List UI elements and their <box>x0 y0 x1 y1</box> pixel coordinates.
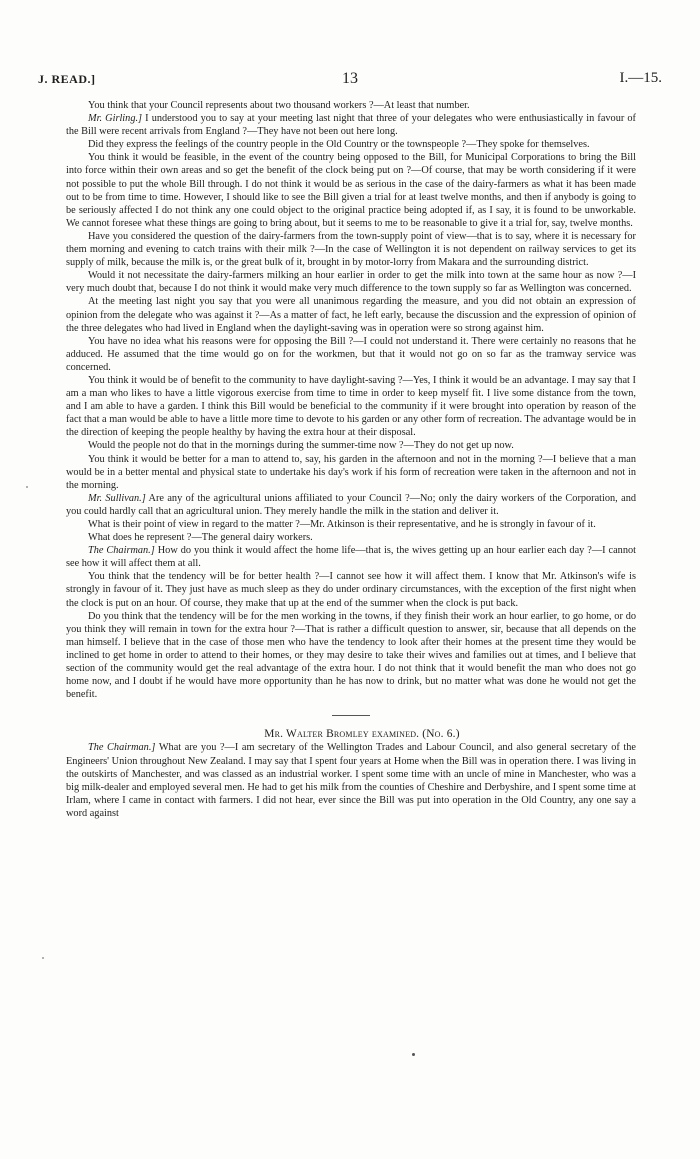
paragraph <box>66 99 636 112</box>
paragraph-text: Do you think that the tendency will be for the men working in the towns, if they finish their work an hour earlier, to go home, or do you think they will remain in town for the extra hour ?—That is rather a difficult question to answer, sir, because that all depends on the man himself. I believe that in the case of those men who have the tendency to look after their homes at the present time they would be inclined to get home in order to attend to their homes, or they may desire to take their wives and families out at times, and I believe that section of the community would get the real advantage of the extra hour. I do not think that it would benefit the man who does not go home now, and I doubt if he would have more opportunity than he has now to drink, but no matter what was done he would not get the benefit. <box>66 610 636 701</box>
speaker-name: Mr. Sullivan.] <box>88 492 146 504</box>
paragraph <box>66 151 636 230</box>
page-mark <box>412 1053 415 1056</box>
page-header <box>38 70 662 90</box>
section-paragraphs <box>66 741 636 820</box>
paragraph <box>66 518 636 531</box>
paragraph <box>66 610 636 702</box>
paragraph <box>66 138 636 151</box>
paragraph-text: Would the people not do that in the mornings during the summer-time now ?—They do not get up now. <box>88 440 514 452</box>
margin-mark <box>42 957 44 959</box>
document-body <box>66 99 636 820</box>
margin-mark <box>26 486 28 488</box>
paragraph-text: You think that the tendency will be for better health ?—I cannot see how it will affect them. I know that Mr. Atkinson's wife is strongly in favour of it. They just have as much sleep as they do under ordinary circumstances, with the exception of the first night when the clock is put on an hour. Of course, they make that up at the end of the summer when the clock is put back. <box>66 571 636 609</box>
paragraph <box>66 531 636 544</box>
paragraph-text: You have no idea what his reasons were for opposing the Bill ?—I could not understand it. There were certainly no reasons that he adduced. He assumed that the time would go on for the workmen, but that it would not go on so far as the tramway service was concerned. <box>66 335 636 373</box>
evidence-paragraphs <box>66 99 636 701</box>
paragraph-text: Did they express the feelings of the country people in the Old Country or the townspeople ?—They spoke for themselves. <box>88 139 590 151</box>
paragraph <box>66 741 636 820</box>
paragraph-text: You think it would be of benefit to the community to have daylight-saving ?—Yes, I think it would be an advantage. I may say that I am a man who likes to have a little vigorous exercise from time to time in order to keep myself fit. I live some distance from the town, and I am able to have a garden. I think this Bill would be beneficial to the community if it were brought into operation by reason of the fact that a man would be able to have a little more time to devote to his garden or any other form of recreation. The advantage would be in the direction of keeping the people healthy by having the extra hour at their disposal. <box>66 374 636 439</box>
paragraph-text: You think it would be better for a man to attend to, say, his garden in the afternoon and not in the morning ?—I believe that a man would be in a better mental and physical state to undertake his day's work if his form of recreation were taken in the afternoon and not in the morning. <box>66 453 636 491</box>
paragraph-text: What is their point of view in regard to the matter ?—Mr. Atkinson is their representative, and he is strongly in favour of it. <box>88 519 596 530</box>
speaker-name: Mr. Girling.] <box>88 113 143 125</box>
paragraph-text: Are any of the agricultural unions affiliated to your Council ?—No; only the dairy workers of the Corporation, and you could hardly call that an agricultural union. They merely handle the milk in the station and deliver it. <box>66 492 636 517</box>
paragraph-text: What does he represent ?—The general dairy workers. <box>88 532 313 544</box>
paragraph <box>66 570 636 609</box>
paragraph-text: I understood you to say at your meeting last night that three of your delegates who were enthusiastically in favour of the Bill were recent arrivals from England ?—They have not been out here long. <box>66 113 636 138</box>
paragraph <box>66 453 636 492</box>
paragraph-text: At the meeting last night you say that you were all unanimous regarding the measure, and you did not obtain an expression of opinion from the delegate who was against it ?—As a matter of fact, he left early, because the discussion and the expression of opinion of the three delegates who had lived in England when the daylight-saving was in operation were so strong against him. <box>66 296 636 334</box>
paragraph-text: You think it would be feasible, in the event of the country being opposed to the Bill, for Municipal Corporations to bring the Bill into force within their own areas and so get the benefit of the clock being put on ?—Of course, that may be worth considering if it were not possible to put the whole Bill through. I do not think it would be as serious in the case of the dairy-farmers as what it has been made out to be from time to time. However, I should like to see the Bill given a trial for at least twelve months, and then if anybody is going to be seriously affected I do not think any one could object to the original practice being adopted if, as I say, it is found to be unworkable. We cannot foresee what these things are going to bring about, but it seems to me to be reasonable to give it a trial for, say, twelve months. <box>66 152 636 229</box>
witness-name: J. READ.] <box>38 72 96 86</box>
paragraph <box>66 112 636 138</box>
section-heading: Mr. Walter Bromley examined. (No. 6.) <box>264 728 460 741</box>
paragraph-text: How do you think it would affect the home life—that is, the wives getting up an hour earlier each day ?—I cannot see how it will affect them at all. <box>66 545 636 570</box>
paragraph-text: Would it not necessitate the dairy-farmers milking an hour earlier in order to get the milk into town at the same hour as now ?—I very much doubt that, because I do not think it would make very much difference to the town supply so far as Wellington was concerned. <box>66 270 636 295</box>
paragraph <box>66 335 636 374</box>
paper-reference: I.—15. <box>619 70 662 86</box>
speaker-name: The Chairman.] <box>88 545 155 557</box>
paragraph <box>66 492 636 518</box>
paragraph-text: Have you considered the question of the dairy-farmers from the town-supply point of view—that is to say, where it is necessary for them morning and evening to catch trains with their milk ?—In the case of Wellington it is not dependent on railway services to get its supply of milk, because the milk is, or the great bulk of it, brought in by motor-lorry from Makara and the surrounding district. <box>66 230 636 269</box>
page-number: 13 <box>342 70 358 87</box>
paragraph <box>66 374 636 439</box>
paragraph <box>66 295 636 334</box>
section-divider <box>332 715 370 716</box>
paragraph <box>66 544 636 570</box>
paragraph-text: You think that your Council represents about two thousand workers ?—At least that number. <box>88 100 470 111</box>
paragraph <box>66 439 636 452</box>
paragraph <box>66 230 636 269</box>
speaker-name: The Chairman.] <box>88 742 156 754</box>
paragraph-text: What are you ?—I am secretary of the Wellington Trades and Labour Council, and also general secretary of the Engineers' Union throughout New Zealand. I may say that I spent four years at Home when the Bill was in operation there. I was living in the outskirts of Manchester, and was classed as an industrial worker. I spent some time with an uncle of mine in Manchester, who was a big milk-dealer and employed several men. He had to get his milk from the counties of Cheshire and Derbyshire, and I spent some time at Irlam, where I came in contact with farmers. I did not hear, ever since the Bill was put into operation in the Old Country, any one say a word against <box>66 742 636 819</box>
paragraph <box>66 269 636 295</box>
